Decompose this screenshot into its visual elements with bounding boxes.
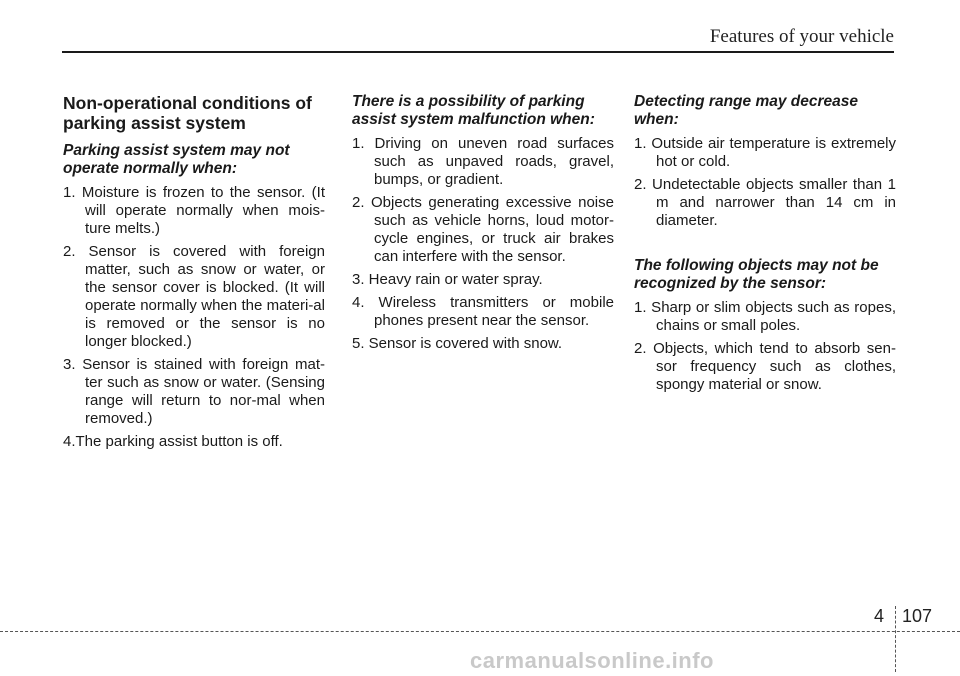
list-item: 2. Sensor is covered with foreign matter, such as snow or water, or the sensor cover is blocked. (It will operate normally when the materi-al is removed or the sensor is no longer blocked.) — [63, 243, 325, 350]
list-item: 5. Sensor is covered with snow. — [352, 335, 563, 352]
subheading-malfunction: There is a possibility of parking assist system malfunction when: — [352, 93, 595, 128]
section-heading: Non-operational conditions of parking assist system — [63, 93, 312, 133]
column-3 — [634, 93, 896, 399]
watermark: carmanualsonline.info — [470, 648, 714, 673]
column-2 — [352, 93, 614, 358]
list-item: 2. Objects, which tend to absorb sen-sor frequency such as clothes, spongy material or snow. — [634, 340, 896, 393]
list-item: 4.The parking assist button is off. — [63, 433, 283, 450]
chapter-number: 4 — [874, 606, 885, 626]
not-recognized-list — [634, 299, 896, 394]
subheading-may-not-operate: Parking assist system may not operate normally when: — [63, 142, 290, 177]
list-item: 3. Sensor is stained with foreign mat-ter such as snow or water. (Sensing range will return to nor-mal when removed.) — [63, 356, 325, 427]
list-item: 1. Outside air temperature is extremely hot or cold. — [634, 135, 896, 170]
list-item: 1. Sharp or slim objects such as ropes, chains or small poles. — [634, 299, 896, 334]
subheading-detecting-range: Detecting range may decrease when: — [634, 93, 858, 128]
subheading-not-recognized: The following objects may not be recognized by the sensor: — [634, 257, 879, 292]
list-item: 1. Driving on uneven road surfaces such as unpaved roads, gravel, bumps, or gradient. — [352, 135, 614, 188]
detecting-range-list — [634, 135, 896, 230]
list-item: 4. Wireless transmitters or mobile phones present near the sensor. — [352, 294, 614, 329]
list-item: 3. Heavy rain or water spray. — [352, 271, 543, 288]
column-1 — [63, 93, 325, 456]
page-header-title: Features of your vehicle — [709, 26, 894, 47]
footer-rule — [0, 631, 960, 632]
page-number: 107 — [902, 606, 933, 626]
list-item: 1. Moisture is frozen to the sensor. (It will operate normally when mois-ture melts.) — [63, 184, 325, 237]
conditions-list — [63, 184, 325, 451]
page-number-separator — [895, 606, 896, 672]
header-rule — [62, 51, 894, 53]
malfunction-list — [352, 135, 614, 353]
list-item: 2. Undetectable objects smaller than 1 m and narrower than 14 cm in diameter. — [634, 176, 896, 229]
list-item: 2. Objects generating excessive noise such as vehicle horns, loud motor-cycle engines, or truck air brakes can interfere with the sensor. — [352, 194, 614, 265]
